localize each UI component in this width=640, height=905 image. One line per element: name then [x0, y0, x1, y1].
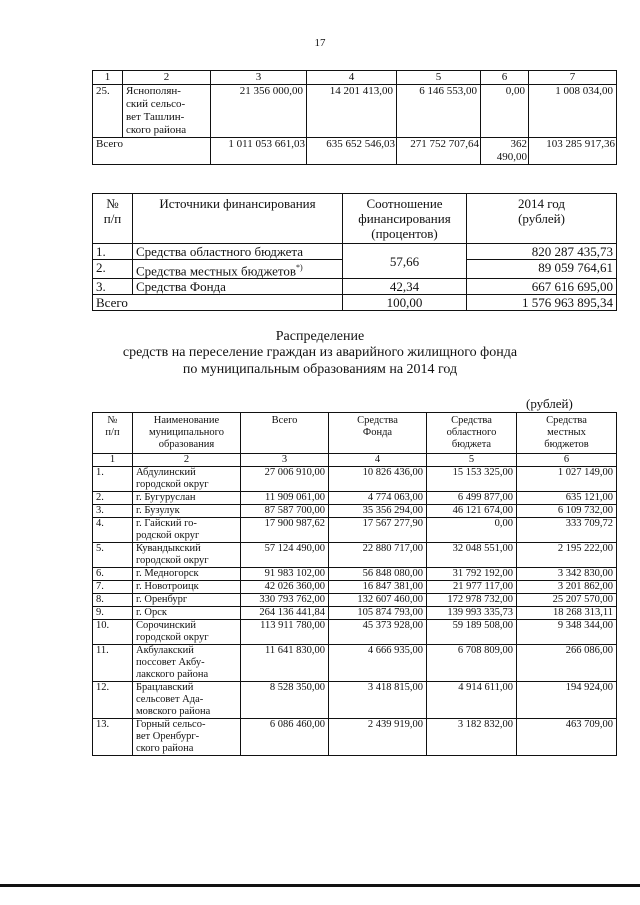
header-line: бюджета: [451, 439, 492, 450]
table-row: [93, 607, 617, 620]
row-number: 5.: [93, 543, 133, 568]
regional-budget-value: 31 792 192,00: [427, 568, 517, 581]
header-line: п/п: [103, 211, 122, 226]
header-cell: [133, 413, 241, 454]
name-line: Абдулинский: [136, 467, 196, 478]
name-line: г. Бугуруслан: [136, 492, 196, 503]
table-row: [93, 682, 617, 719]
header-cell: Всего: [241, 413, 329, 454]
column-number: 4: [329, 454, 427, 467]
continuation-table: [92, 70, 617, 165]
name-line: родской округ: [136, 530, 200, 541]
name-line: г. Медногорск: [136, 568, 199, 579]
row-number: 10.: [93, 620, 133, 645]
name-line: ского района: [136, 743, 194, 754]
name-line: ский сельсо-: [126, 98, 186, 110]
value-cell: 14 201 413,00: [307, 85, 397, 138]
row-number: 11.: [93, 645, 133, 682]
name-line: городской округ: [136, 632, 209, 643]
amount-value: 820 287 435,73: [467, 244, 617, 260]
page-bottom-rule: [0, 884, 640, 887]
row-number: 12.: [93, 682, 133, 719]
name-line: сельсовет Ада-: [136, 694, 204, 705]
municipality-name: [133, 505, 241, 518]
heading-line-1: Распределение: [275, 329, 365, 344]
fund-value: 105 874 793,00: [329, 607, 427, 620]
name-line: поссовет Акбу-: [136, 657, 205, 668]
name-line: городской округ: [136, 555, 209, 566]
header-cell: 1: [93, 71, 123, 85]
header-line: муниципального: [149, 427, 224, 438]
header-line: финансирования: [358, 211, 451, 226]
name-line: Горный сельсо-: [136, 719, 206, 730]
header-cell: [467, 194, 617, 244]
table-row: [93, 467, 617, 492]
source-name: [133, 260, 343, 279]
table-row: [93, 85, 617, 138]
fund-value: 4 666 935,00: [329, 645, 427, 682]
header-line: Наименование: [153, 415, 220, 426]
header-cell: [93, 413, 133, 454]
distribution-table: [92, 412, 617, 756]
row-number: 1.: [93, 467, 133, 492]
total-value: 57 124 490,00: [241, 543, 329, 568]
regional-budget-value: 0,00: [427, 518, 517, 543]
header-cell: 5: [397, 71, 481, 85]
value-cell: 21 356 000,00: [211, 85, 307, 138]
header-line: (процентов): [371, 226, 438, 241]
fund-value: 132 607 460,00: [329, 594, 427, 607]
name-line: г. Гайский го-: [136, 518, 197, 529]
fund-value: 4 774 063,00: [329, 492, 427, 505]
header-line: Соотношение: [366, 196, 443, 211]
table-row: [93, 568, 617, 581]
local-budget-value: 3 342 830,00: [517, 568, 617, 581]
fund-value: 35 356 294,00: [329, 505, 427, 518]
header-cell: [427, 413, 517, 454]
municipality-name: [133, 543, 241, 568]
total-value: 271 752 707,64: [397, 138, 481, 165]
local-budget-value: 9 348 344,00: [517, 620, 617, 645]
column-number: 5: [427, 454, 517, 467]
municipality-name: [133, 682, 241, 719]
name-line: вет Оренбург-: [136, 731, 200, 742]
row-number: 3.: [93, 279, 133, 295]
header-cell: 2: [123, 71, 211, 85]
name-line: г. Орск: [136, 607, 167, 618]
row-number: 13.: [93, 719, 133, 756]
total-value: 103 285 917,36: [529, 138, 617, 165]
fund-value: 2 439 919,00: [329, 719, 427, 756]
regional-budget-value: 32 048 551,00: [427, 543, 517, 568]
local-budget-value: 266 086,00: [517, 645, 617, 682]
row-number: 2.: [93, 492, 133, 505]
table-row: [93, 620, 617, 645]
municipality-name: [123, 85, 211, 138]
source-name: Средства Фонда: [133, 279, 343, 295]
name-line: ского района: [126, 124, 187, 136]
header-line: образования: [158, 439, 215, 450]
page-number: 17: [314, 37, 326, 49]
total-value: 42 026 360,00: [241, 581, 329, 594]
table-row: [93, 719, 617, 756]
municipality-name: [133, 492, 241, 505]
header-line: Средства: [546, 415, 587, 426]
table-row: [93, 279, 617, 295]
municipality-name: [133, 518, 241, 543]
header-cell: [517, 413, 617, 454]
header-line: (рублей): [518, 211, 565, 226]
value-cell: 1 008 034,00: [529, 85, 617, 138]
ratio-value: 42,34: [343, 279, 467, 295]
amount-value: 667 616 695,00: [467, 279, 617, 295]
total-value: 27 006 910,00: [241, 467, 329, 492]
table-header-row: [93, 413, 617, 454]
local-budget-value: 6 109 732,00: [517, 505, 617, 518]
total-value: 635 652 546,03: [307, 138, 397, 165]
header-line: п/п: [105, 427, 120, 438]
name-line: мовского района: [136, 706, 211, 717]
row-number: 25.: [93, 85, 123, 138]
total-row: [93, 295, 617, 311]
column-number: 2: [133, 454, 241, 467]
municipality-name: [133, 594, 241, 607]
header-cell: 4: [307, 71, 397, 85]
fund-value: 22 880 717,00: [329, 543, 427, 568]
header-line: бюджетов: [544, 439, 589, 450]
row-number: 2.: [93, 260, 133, 279]
regional-budget-value: 4 914 611,00: [427, 682, 517, 719]
heading-line-3: по муниципальным образованиям на 2014 год: [182, 362, 458, 377]
local-budget-value: 25 207 570,00: [517, 594, 617, 607]
total-value: 17 900 987,62: [241, 518, 329, 543]
column-number: 1: [93, 454, 133, 467]
table-row: [93, 543, 617, 568]
name-line: городской округ: [136, 479, 209, 490]
regional-budget-value: 46 121 674,00: [427, 505, 517, 518]
fund-value: 10 826 436,00: [329, 467, 427, 492]
total-value: 1 011 053 661,03: [211, 138, 307, 165]
value-cell: 0,00: [481, 85, 529, 138]
total-value: 11 909 061,00: [241, 492, 329, 505]
name-line: Брацлавский: [136, 682, 194, 693]
column-number: 6: [517, 454, 617, 467]
total-row: [93, 138, 617, 165]
regional-budget-value: 139 993 335,73: [427, 607, 517, 620]
local-budget-value: 1 027 149,00: [517, 467, 617, 492]
row-number: 7.: [93, 581, 133, 594]
total-value: 11 641 830,00: [241, 645, 329, 682]
name-line: г. Бузулук: [136, 505, 180, 516]
name-line: г. Оренбург: [136, 594, 188, 605]
fund-value: 3 418 815,00: [329, 682, 427, 719]
name-line: Кувандыкский: [136, 543, 201, 554]
local-budget-value: 635 121,00: [517, 492, 617, 505]
total-value: 330 793 762,00: [241, 594, 329, 607]
header-cell: [329, 413, 427, 454]
table-header-row: [93, 71, 617, 85]
total-ratio: 100,00: [343, 295, 467, 311]
header-line: 2014 год: [518, 196, 565, 211]
financing-sources-table: [92, 193, 617, 311]
municipality-name: [133, 607, 241, 620]
footnote-mark: *): [296, 263, 303, 272]
table-row: [93, 594, 617, 607]
header-line: Фонда: [362, 427, 393, 438]
name-line: вет Ташлин-: [126, 111, 185, 123]
table-row: [93, 518, 617, 543]
source-name: Средства областного бюджета: [133, 244, 343, 260]
heading-line-2: средств на переселение граждан из аварийного жилищного фонда: [122, 345, 518, 360]
table-row: [93, 492, 617, 505]
municipality-name: [133, 467, 241, 492]
table-row: [93, 645, 617, 682]
fund-value: 16 847 381,00: [329, 581, 427, 594]
name-line: Акбулакский: [136, 645, 194, 656]
fund-value: 17 567 277,90: [329, 518, 427, 543]
local-budget-value: 2 195 222,00: [517, 543, 617, 568]
regional-budget-value: 3 182 832,00: [427, 719, 517, 756]
municipality-name: [133, 581, 241, 594]
column-number: 3: [241, 454, 329, 467]
row-number: 8.: [93, 594, 133, 607]
table-header-row: [93, 194, 617, 244]
total-value: 113 911 780,00: [241, 620, 329, 645]
table-row: [93, 244, 617, 260]
row-number: 6.: [93, 568, 133, 581]
header-line: Средства: [357, 415, 398, 426]
column-number-row: [93, 454, 617, 467]
header-cell: [343, 194, 467, 244]
row-number: 3.: [93, 505, 133, 518]
municipality-name: [133, 719, 241, 756]
fund-value: 45 373 928,00: [329, 620, 427, 645]
local-budget-value: 194 924,00: [517, 682, 617, 719]
total-value: 8 528 350,00: [241, 682, 329, 719]
municipality-name: [133, 620, 241, 645]
header-line: №: [106, 196, 119, 211]
header-line: местных: [547, 427, 586, 438]
local-budget-value: 3 201 862,00: [517, 581, 617, 594]
header-cell: 3: [211, 71, 307, 85]
amount-value: 89 059 764,61: [467, 260, 617, 279]
name-line: Яснополян-: [126, 85, 181, 97]
regional-budget-value: 59 189 508,00: [427, 620, 517, 645]
local-budget-value: 333 709,72: [517, 518, 617, 543]
total-value: 362 490,00: [481, 138, 529, 165]
row-number: 4.: [93, 518, 133, 543]
name-line: г. Новотроицк: [136, 581, 199, 592]
header-cell: 7: [529, 71, 617, 85]
table-row: [93, 505, 617, 518]
regional-budget-value: 15 153 325,00: [427, 467, 517, 492]
regional-budget-value: 6 499 877,00: [427, 492, 517, 505]
header-line: областного: [446, 427, 497, 438]
local-budget-value: 18 268 313,11: [517, 607, 617, 620]
header-cell: [93, 194, 133, 244]
total-label: Всего: [93, 138, 211, 165]
unit-label: (рублей): [526, 396, 573, 411]
total-value: 87 587 700,00: [241, 505, 329, 518]
fund-value: 56 848 080,00: [329, 568, 427, 581]
local-budget-value: 463 709,00: [517, 719, 617, 756]
total-label: Всего: [93, 295, 343, 311]
source-text: Средства местных бюджетов: [136, 263, 297, 279]
regional-budget-value: 21 977 117,00: [427, 581, 517, 594]
header-line: №: [107, 415, 118, 426]
value-cell: 6 146 553,00: [397, 85, 481, 138]
total-value: 264 136 441,84: [241, 607, 329, 620]
total-value: 91 983 102,00: [241, 568, 329, 581]
header-cell: Источники финансирования: [133, 194, 343, 244]
header-cell: 6: [481, 71, 529, 85]
total-value: 6 086 460,00: [241, 719, 329, 756]
header-line: Средства: [451, 415, 492, 426]
ratio-value: 57,66: [343, 244, 467, 279]
table-row: [93, 581, 617, 594]
total-amount: 1 576 963 895,34: [467, 295, 617, 311]
row-number: 1.: [93, 244, 133, 260]
regional-budget-value: 172 978 732,00: [427, 594, 517, 607]
name-line: Сорочинский: [136, 620, 197, 631]
municipality-name: [133, 568, 241, 581]
municipality-name: [133, 645, 241, 682]
name-line: лакского района: [136, 669, 209, 680]
regional-budget-value: 6 708 809,00: [427, 645, 517, 682]
row-number: 9.: [93, 607, 133, 620]
